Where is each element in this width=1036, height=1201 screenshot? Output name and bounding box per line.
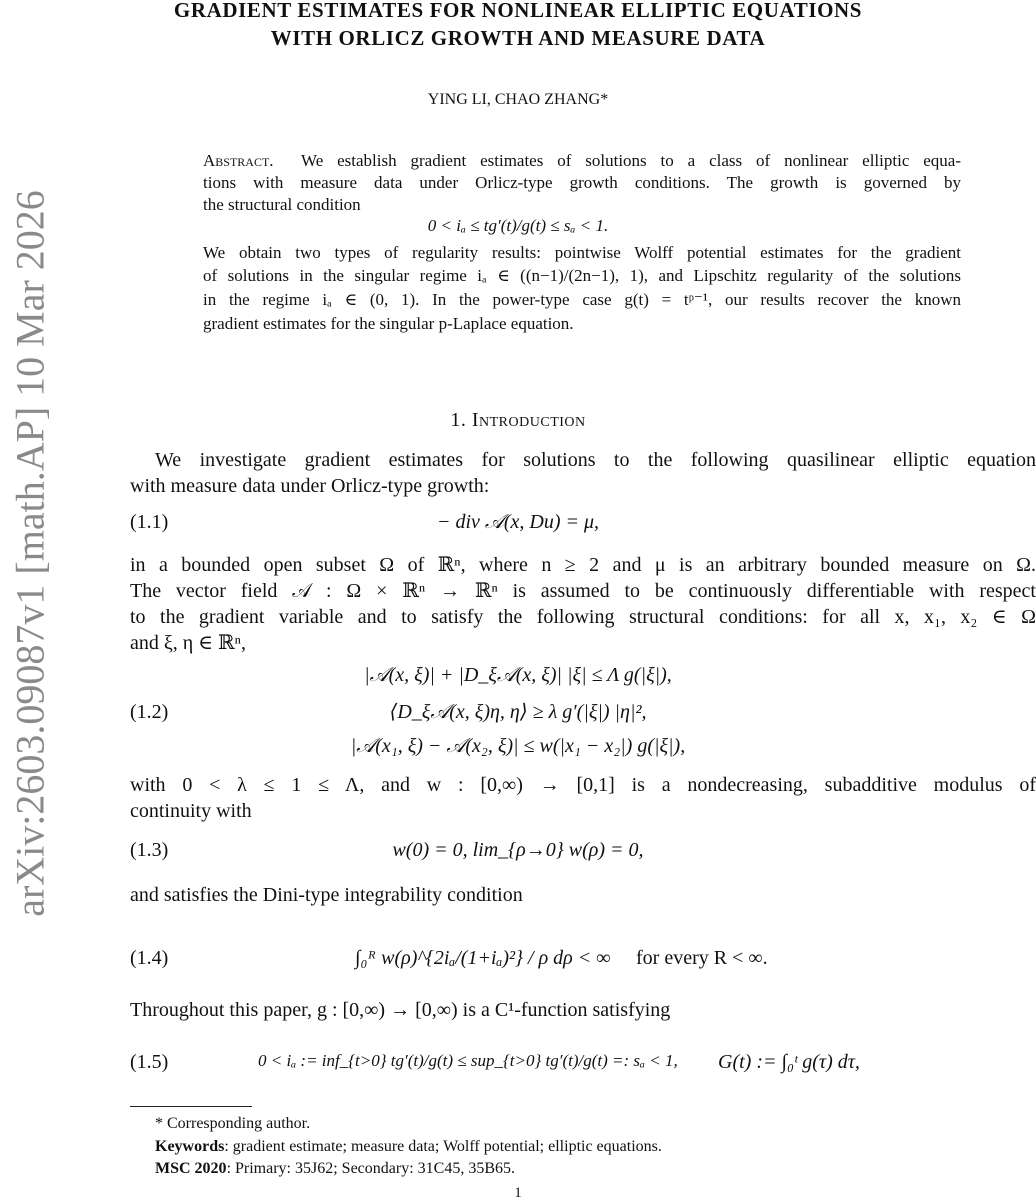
abstract-line-6: in the regime iₐ ∈ (0, 1). In the power-type case g(t) = tᵖ⁻¹, our results recover the known [203,290,961,309]
equation-1-5-definition: G(t) := ∫₀ᵗ g(τ) dτ, [718,1051,860,1073]
abstract-line-5: of solutions in the singular regime iₐ ∈ ((n−1)/(2n−1), 1), and Lipschitz regularity of the solutions [203,266,961,285]
paragraph-line: We investigate gradient estimates for solutions to the following quasilinear elliptic equation [155,449,1036,471]
equation-1-4-condition: for every R < ∞. [636,947,768,969]
msc-text: : Primary: 35J62; Secondary: 31C45, 35B65. [226,1160,515,1177]
footnote-msc [155,1161,515,1177]
equation-number: (1.3) [130,839,169,861]
paragraph-line: to the gradient variable and to satisfy the following structural conditions: for all x, x₁, x₂ ∈ Ω [130,606,1036,628]
paragraph-line: The vector field 𝒜 : Ω × ℝⁿ → ℝⁿ is assumed to be continuously differentiable with respect [130,580,1036,602]
abstract-line-3: the structural condition [203,195,361,214]
footnote-keywords [155,1139,662,1155]
equation-1-1: − div 𝒜(x, Du) = μ, [436,511,600,533]
equation-1-2-line-1: |𝒜(x, ξ)| + |D_ξ𝒜(x, ξ)| |ξ| ≤ Λ g(|ξ|), [364,664,672,686]
equation-number: (1.5) [130,1051,169,1073]
equation-1-5: 0 < iₐ := inf_{t>0} tg′(t)/g(t) ≤ sup_{t>0} tg′(t)/g(t) =: sₐ < 1, [258,1051,678,1070]
footnote-rule [130,1106,252,1107]
paper-title-line-2: WITH ORLICZ GROWTH AND MEASURE DATA [270,26,766,50]
equation-number: (1.4) [130,947,169,969]
equation-number: (1.2) [130,701,169,723]
paragraph-line: with measure data under Orlicz-type growth: [130,475,490,497]
abstract-line-4: We obtain two types of regularity results: pointwise Wolff potential estimates for the gradient [203,243,961,262]
keywords-text: : gradient estimate; measure data; Wolff potential; elliptic equations. [224,1138,662,1155]
abstract-line-1 [203,152,961,169]
abstract-text: We establish gradient estimates of solutions to a class of nonlinear elliptic equa- [301,151,961,170]
paragraph-line: in a bounded open subset Ω of ℝⁿ, where n ≥ 2 and μ is an arbitrary bounded measure on Ω. [130,554,1036,576]
abstract-label: Abstract. [203,151,274,170]
footnote-corresponding: * Corresponding author. [155,1115,311,1132]
abstract-equation: 0 < iₐ ≤ tg′(t)/g(t) ≤ sₐ < 1. [427,216,609,235]
section-heading: 1. Introduction [450,409,586,431]
paper-title-line-1: GRADIENT ESTIMATES FOR NONLINEAR ELLIPTIC EQUATIONS [173,0,863,22]
arxiv-identifier: arXiv:2603.09087v1 [math.AP] 10 Mar 2026 [7,190,53,917]
authors: YING LI, CHAO ZHANG* [427,91,609,108]
msc-label: MSC 2020 [155,1160,227,1177]
paragraph-line: and ξ, η ∈ ℝⁿ, [130,632,246,654]
paragraph-line: and satisfies the Dini-type integrability condition [130,884,523,906]
paragraph-line: continuity with [130,800,252,822]
paragraph-line: Throughout this paper, g : [0,∞) → [0,∞) is a C¹-function satisfying [130,999,671,1021]
equation-1-3: w(0) = 0, lim_{ρ→0} w(ρ) = 0, [392,839,644,861]
equation-1-2-line-3: |𝒜(x₁, ξ) − 𝒜(x₂, ξ)| ≤ w(|x₁ − x₂|) g(|ξ|), [350,735,686,757]
equation-number: (1.1) [130,511,169,533]
keywords-label: Keywords [155,1138,225,1155]
page-number: 1 [514,1185,522,1201]
abstract-line-7: gradient estimates for the singular p-Laplace equation. [203,314,574,333]
abstract-line-2: tions with measure data under Orlicz-type growth conditions. The growth is governed by [203,173,961,192]
equation-1-4: ∫₀ᴿ w(ρ)^{2iₐ/(1+iₐ)²} / ρ dρ < ∞ [355,947,611,969]
equation-1-2-line-2: ⟨D_ξ𝒜(x, ξ)η, η⟩ ≥ λ g′(|ξ|) |η|², [389,701,647,723]
paragraph-line: with 0 < λ ≤ 1 ≤ Λ, and w : [0,∞) → [0,1] is a nondecreasing, subadditive modulus of [130,774,1036,796]
